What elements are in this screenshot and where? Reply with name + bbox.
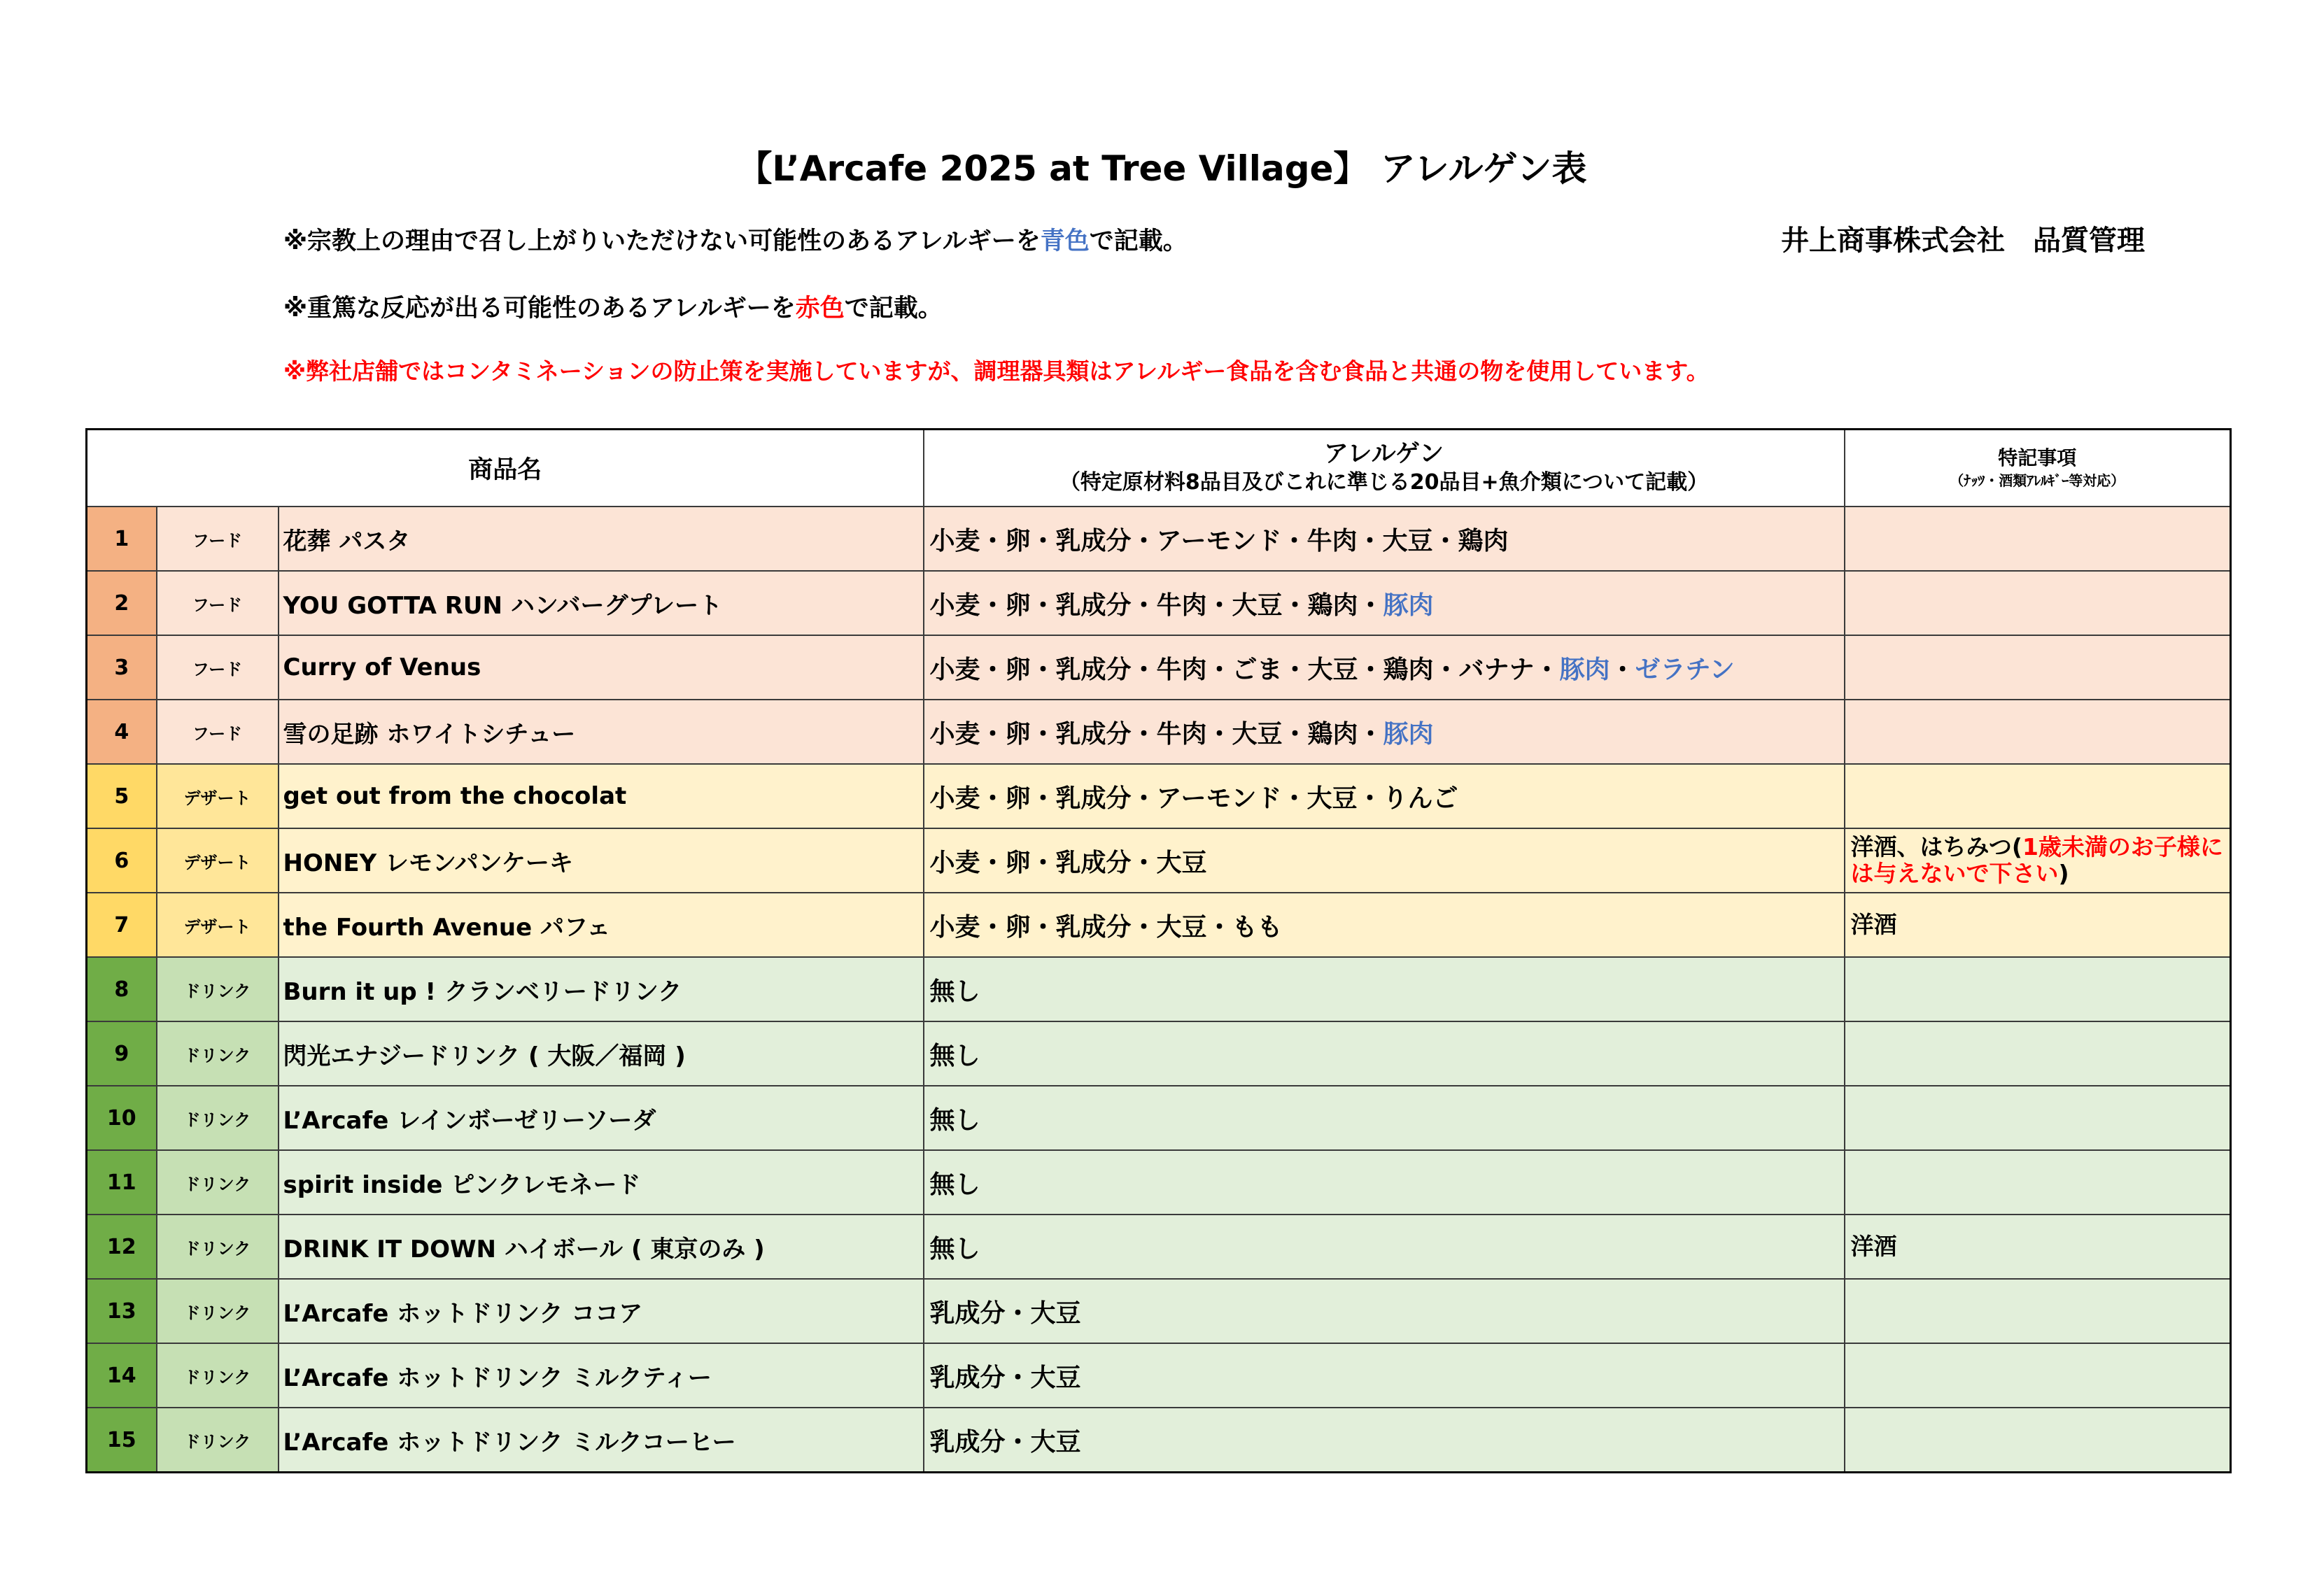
allergen-segment: 豚肉 [1559, 655, 1610, 684]
allergen-segment: ゼラチン [1635, 655, 1735, 684]
allergen-segment: 小麦・卵・乳成分・アーモンド・牛肉・大豆・鶏肉 [929, 526, 1509, 555]
row-notes [1845, 507, 2231, 571]
row-notes [1845, 1150, 2231, 1215]
row-product-name: Curry of Venus [279, 635, 924, 700]
row-product-name: L’Arcafe ホットドリンク ココア [279, 1279, 924, 1343]
row-allergens [924, 1408, 1845, 1473]
row-notes [1845, 893, 2231, 957]
table-row [87, 828, 2231, 893]
row-category: ドリンク [157, 1408, 279, 1473]
allergen-segment: 小麦・卵・乳成分・牛肉・大豆・鶏肉・ [929, 719, 1383, 749]
allergen-table [85, 428, 2232, 1473]
allergen-segment: 小麦・卵・乳成分・大豆 [929, 848, 1207, 877]
religious-note [283, 225, 1188, 257]
row-number: 8 [87, 957, 157, 1021]
row-notes [1845, 1279, 2231, 1343]
allergen-segment: 乳成分・大豆 [929, 1363, 1081, 1392]
row-category: フード [157, 700, 279, 764]
row-number: 11 [87, 1150, 157, 1215]
row-category: ドリンク [157, 1086, 279, 1150]
severe-note-suffix: で記載。 [844, 295, 943, 323]
row-category: デザート [157, 893, 279, 957]
allergen-segment: 無し [929, 1170, 980, 1199]
row-number: 12 [87, 1215, 157, 1279]
table-row [87, 957, 2231, 1021]
row-allergens [924, 507, 1845, 571]
row-number: 15 [87, 1408, 157, 1473]
row-allergens [924, 1086, 1845, 1150]
header-allergen-sub: （特定原材料8品目及びこれに準じる20品目+魚介類について記載） [1059, 470, 1709, 495]
row-category: ドリンク [157, 1279, 279, 1343]
religious-note-suffix: で記載。 [1089, 227, 1188, 255]
allergen-segment: 小麦・卵・乳成分・牛肉・ごま・大豆・鶏肉・バナナ・ [929, 655, 1560, 684]
severe-note-prefix: ※重篤な反応が出る可能性のあるアレルギーを [283, 295, 796, 323]
row-notes [1845, 1408, 2231, 1473]
allergen-segment: 無し [929, 1041, 980, 1070]
severe-note [283, 292, 943, 325]
row-notes [1845, 1021, 2231, 1086]
row-product-name: YOU GOTTA RUN ハンバーグプレート [279, 571, 924, 635]
notes-segment: 洋酒 [1850, 911, 1897, 938]
row-product-name: L’Arcafe ホットドリンク ミルクティー [279, 1343, 924, 1408]
notes-segment: ) [2058, 860, 2069, 887]
row-notes [1845, 828, 2231, 893]
allergen-segment: 小麦・卵・乳成分・牛肉・大豆・鶏肉・ [929, 590, 1383, 620]
table-row [87, 700, 2231, 764]
row-product-name: L’Arcafe レインボーゼリーソーダ [279, 1086, 924, 1150]
row-allergens [924, 893, 1845, 957]
notes-segment: 洋酒、はちみつ( [1850, 833, 2022, 861]
row-product-name: get out from the chocolat [279, 764, 924, 828]
allergen-segment: 無し [929, 1105, 980, 1135]
row-allergens [924, 957, 1845, 1021]
table-row [87, 1150, 2231, 1215]
row-notes [1845, 1343, 2231, 1408]
row-number: 2 [87, 571, 157, 635]
row-product-name: DRINK IT DOWN ハイボール ( 東京のみ ) [279, 1215, 924, 1279]
table-row [87, 507, 2231, 571]
row-number: 10 [87, 1086, 157, 1150]
row-notes [1845, 571, 2231, 635]
row-category: ドリンク [157, 1150, 279, 1215]
table-row [87, 635, 2231, 700]
religious-note-prefix: ※宗教上の理由で召し上がりいただけない可能性のあるアレルギーを [283, 227, 1041, 255]
header-allergen [924, 430, 1845, 507]
row-category: ドリンク [157, 1215, 279, 1279]
company-name: 井上商事株式会社 品質管理 [1781, 225, 2145, 257]
row-allergens [924, 571, 1845, 635]
table-row [87, 571, 2231, 635]
allergen-segment: 小麦・卵・乳成分・大豆・もも [929, 912, 1283, 942]
allergen-segment: 無し [929, 977, 980, 1006]
row-category: フード [157, 571, 279, 635]
row-category: デザート [157, 764, 279, 828]
row-allergens [924, 1215, 1845, 1279]
row-product-name: HONEY レモンパンケーキ [279, 828, 924, 893]
row-product-name: 雪の足跡 ホワイトシチュー [279, 700, 924, 764]
allergen-segment: 豚肉 [1383, 719, 1434, 749]
row-notes [1845, 764, 2231, 828]
row-number: 3 [87, 635, 157, 700]
row-allergens [924, 1021, 1845, 1086]
allergen-table-body [87, 430, 2231, 1473]
row-category: ドリンク [157, 1343, 279, 1408]
row-allergens [924, 1150, 1845, 1215]
row-product-name: 花葬 パスタ [279, 507, 924, 571]
header-product-label: 商品名 [468, 456, 542, 484]
allergen-segment: 小麦・卵・乳成分・アーモンド・大豆・りんご [929, 784, 1458, 813]
page-title: 【L’Arcafe 2025 at Tree Village】 アレルゲン表 [737, 148, 1587, 189]
row-allergens [924, 828, 1845, 893]
header-notes-label: 特記事項 [1998, 446, 2077, 469]
religious-note-highlight: 青色 [1040, 227, 1090, 255]
table-row [87, 1408, 2231, 1473]
row-allergens [924, 764, 1845, 828]
header-allergen-label: アレルゲン [1323, 440, 1444, 468]
row-allergens [924, 700, 1845, 764]
row-number: 7 [87, 893, 157, 957]
table-row [87, 764, 2231, 828]
table-row [87, 1279, 2231, 1343]
row-number: 4 [87, 700, 157, 764]
row-product-name: Burn it up ! クランベリードリンク [279, 957, 924, 1021]
table-header-row [87, 430, 2231, 507]
table-row [87, 1215, 2231, 1279]
allergen-segment: ・ [1610, 655, 1635, 684]
row-notes [1845, 1086, 2231, 1150]
allergen-segment: 乳成分・大豆 [929, 1427, 1081, 1457]
header-notes [1845, 430, 2231, 507]
row-number: 13 [87, 1279, 157, 1343]
row-notes [1845, 1215, 2231, 1279]
table-row [87, 1343, 2231, 1408]
row-notes [1845, 700, 2231, 764]
row-allergens [924, 635, 1845, 700]
row-category: ドリンク [157, 1021, 279, 1086]
row-category: デザート [157, 828, 279, 893]
header-notes-sub: （ﾅｯﾂ・酒類ｱﾚﾙｷﾞｰ等対応） [1950, 472, 2125, 489]
row-product-name: 閃光エナジードリンク ( 大阪／福岡 ) [279, 1021, 924, 1086]
allergen-segment: 豚肉 [1383, 590, 1434, 620]
row-category: フード [157, 507, 279, 571]
row-number: 14 [87, 1343, 157, 1408]
row-category: ドリンク [157, 957, 279, 1021]
row-number: 9 [87, 1021, 157, 1086]
row-category: フード [157, 635, 279, 700]
table-row [87, 1021, 2231, 1086]
row-number: 6 [87, 828, 157, 893]
table-row [87, 893, 2231, 957]
allergen-segment: 無し [929, 1234, 980, 1263]
severe-note-highlight: 赤色 [795, 295, 845, 323]
contamination-note: ※弊社店舗ではコンタミネーションの防止策を実施していますが、調理器具類はアレルギー食品を含む食品と共通の物を使用しています。 [283, 357, 1710, 385]
notes-segment: 1歳未満のお子様には与えないで下さい [1850, 833, 2223, 887]
row-number: 1 [87, 507, 157, 571]
allergen-segment: 乳成分・大豆 [929, 1298, 1081, 1328]
row-product-name: L’Arcafe ホットドリンク ミルクコーヒー [279, 1408, 924, 1473]
row-number: 5 [87, 764, 157, 828]
row-product-name: the Fourth Avenue パフェ [279, 893, 924, 957]
row-product-name: spirit inside ピンクレモネード [279, 1150, 924, 1215]
row-notes [1845, 635, 2231, 700]
notes-segment: 洋酒 [1850, 1233, 1897, 1260]
table-row [87, 1086, 2231, 1150]
row-allergens [924, 1343, 1845, 1408]
header-product [87, 430, 924, 507]
row-allergens [924, 1279, 1845, 1343]
row-notes [1845, 957, 2231, 1021]
